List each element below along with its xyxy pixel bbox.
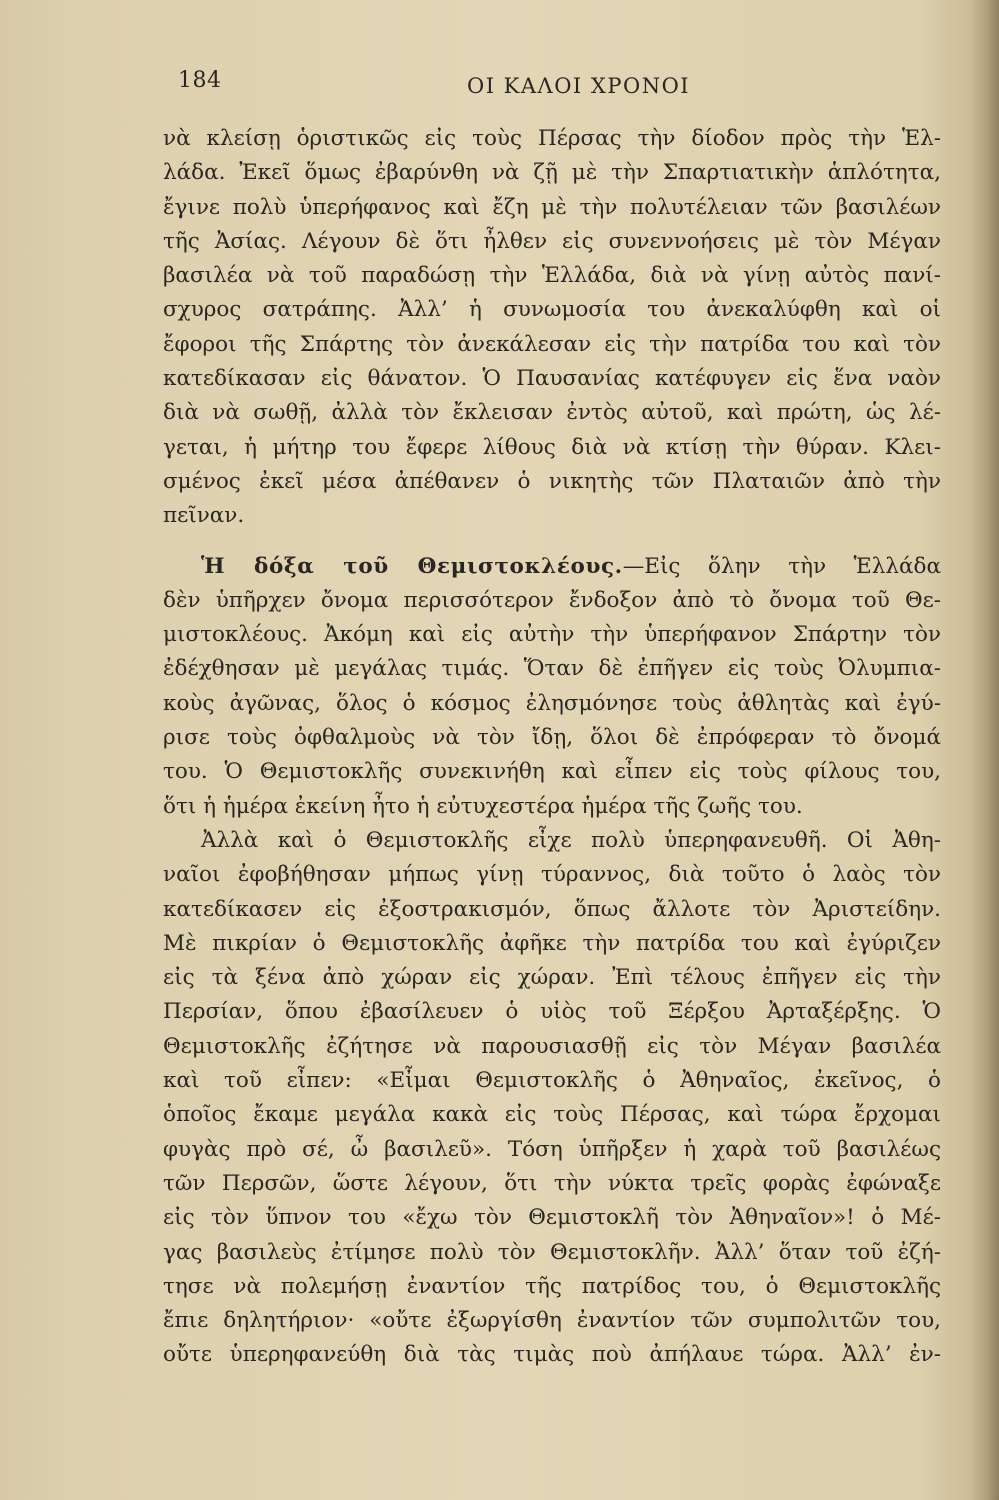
text-line: ἐδέχθησαν μὲ μεγάλας τιμάς. Ὅταν δὲ ἐπῆγεν εἰς τοὺς Ὀλυμπια- [163, 656, 941, 682]
text-line: φυγὰς πρὸ σέ, ὦ βασιλεῦ». Τόση ὑπῆρξεν ἡ χαρὰ τοῦ βασιλέως [163, 1136, 941, 1162]
text-line: τῆς Ἀσίας. Λέγουν δὲ ὅτι ἦλθεν εἰς συνεννοήσεις μὲ τὸν Μέγαν [163, 228, 941, 254]
text-line: σχυρος σατράπης. Ἀλλ’ ἡ συνωμοσία του ἀνεκαλύφθη καὶ οἱ [163, 297, 941, 323]
page-header [0, 68, 999, 108]
text-line: του. Ὁ Θεμιστοκλῆς συνεκινήθη καὶ εἶπεν εἰς τοὺς φίλους του, [163, 759, 941, 785]
section-heading-line [163, 550, 941, 584]
text-line: εἰς τὰ ξένα ἀπὸ χώραν εἰς χώραν. Ἐπὶ τέλους ἐπῆγεν εἰς τὴν [163, 965, 941, 991]
text-line: καὶ τοῦ εἶπεν: «Εἶμαι Θεμιστοκλῆς ὁ Ἀθηναῖος, ἐκεῖνος, ὁ [163, 1068, 941, 1094]
section-title: Ἡ δόξα τοῦ Θεμιστοκλέους. [201, 553, 623, 579]
text-line: ἔφοροι τῆς Σπάρτης τὸν ἀνεκάλεσαν εἰς τὴν πατρίδα του καὶ τὸν [163, 331, 941, 357]
text-line: διὰ νὰ σωθῇ, ἀλλὰ τὸν ἔκλεισαν ἐντὸς αὐτοῦ, καὶ πρώτη, ὡς λέ- [163, 400, 941, 426]
text-line: οὔτε ὑπερηφανεύθη διὰ τὰς τιμὰς ποὺ ἀπήλαυε τώρα. Ἀλλ’ ἐν- [163, 1342, 941, 1368]
text-line: γας βασιλεὺς ἐτίμησε πολὺ τὸν Θεμιστοκλῆν. Ἀλλ’ ὅταν τοῦ ἐζή- [163, 1239, 941, 1265]
text-line: νὰ κλείσῃ ὁριστικῶς εἰς τοὺς Πέρσας τὴν δίοδον πρὸς τὴν Ἑλ- [163, 126, 941, 151]
paragraph-pausanias [163, 122, 941, 534]
text-line: ἔγινε πολὺ ὑπερήφανος καὶ ἔζη μὲ τὴν πολυτέλειαν τῶν βασιλέων [163, 194, 941, 220]
text-line: κατεδίκασεν εἰς ἐξοστρακισμόν, ὅπως ἄλλοτε τὸν Ἀριστείδην. [163, 896, 941, 922]
text-line: ἔπιε δηλητήριον· «οὔτε ἐξωργίσθη ἐναντίον τῶν συμπολιτῶν του, [163, 1308, 941, 1334]
body-text [163, 122, 941, 1373]
text-line: πεῖναν. [163, 503, 245, 529]
page-number: 184 [178, 68, 222, 93]
section-title-continuation: —Εἰς ὅλην τὴν Ἑλλάδα [622, 553, 941, 579]
text-line: κοὺς ἀγῶνας, ὅλος ὁ κόσμος ἐλησμόνησε τοὺς ἀθλητὰς καὶ ἐγύ- [163, 690, 941, 716]
text-line: δὲν ὑπῆρχεν ὄνομα περισσότερον ἔνδοξον ἀπὸ τὸ ὄνομα τοῦ Θε- [163, 587, 941, 613]
text-line: Θεμιστοκλῆς ἐζήτησε νὰ παρουσιασθῇ εἰς τὸν Μέγαν βασιλέα [163, 1033, 941, 1059]
text-line: μιστοκλέους. Ἀκόμη καὶ εἰς αὐτὴν τὴν ὑπερήφανον Σπάρτην τὸν [163, 622, 941, 648]
text-line: λάδα. Ἐκεῖ ὅμως ἐβαρύνθη νὰ ζῇ μὲ τὴν Σπαρτιατικὴν ἁπλότητα, [163, 160, 941, 186]
text-line: κατεδίκασαν εἰς θάνατον. Ὁ Παυσανίας κατέφυγεν εἰς ἕνα ναὸν [163, 366, 941, 392]
running-title: ΟΙ ΚΑΛΟΙ ΧΡΟΝΟΙ [467, 74, 691, 98]
text-line: βασιλέα νὰ τοῦ παραδώσῃ τὴν Ἑλλάδα, διὰ νὰ γίνῃ αὐτὸς πανί- [163, 263, 941, 289]
page-edge-shadow [971, 0, 999, 1500]
section-gap [163, 534, 941, 550]
text-line: γεται, ἡ μήτηρ του ἔφερε λίθους διὰ νὰ κτίσῃ τὴν θύραν. Κλει- [163, 434, 941, 460]
text-line: εἰς τὸν ὕπνον του «ἔχω τὸν Θεμιστοκλῆ τὸν Ἀθηναῖον»! ὁ Μέ- [163, 1205, 941, 1231]
text-line: ὅτι ἡ ἡμέρα ἐκείνη ἦτο ἡ εὐτυχεστέρα ἡμέρα τῆς ζωῆς του. [163, 793, 803, 819]
section-themistocles-glory [163, 550, 941, 824]
text-line: ναῖοι ἐφοβήθησαν μήπως γίνῃ τύραννος, διὰ τοῦτο ὁ λαὸς τὸν [163, 862, 941, 888]
text-line: ρισε τοὺς ὀφθαλμοὺς νὰ τὸν ἴδῃ, ὅλοι δὲ ἐπρόφεραν τὸ ὄνομά [163, 725, 941, 751]
text-line: Περσίαν, ὅπου ἐβασίλευεν ὁ υἱὸς τοῦ Ξέρξου Ἀρταξέρξης. Ὁ [163, 999, 941, 1025]
text-line: τησε νὰ πολεμήσῃ ἐναντίον τῆς πατρίδος του, ὁ Θεμιστοκλῆς [163, 1273, 941, 1299]
text-line: Ἀλλὰ καὶ ὁ Θεμιστοκλῆς εἶχε πολὺ ὑπερηφανευθῆ. Οἱ Ἀθη- [201, 827, 941, 853]
text-line: ὁποῖος ἔκαμε μεγάλα κακὰ εἰς τοὺς Πέρσας, καὶ τώρα ἔρχομαι [163, 1102, 941, 1128]
text-line: τῶν Περσῶν, ὥστε λέγουν, ὅτι τὴν νύκτα τρεῖς φορὰς ἐφώναξε [163, 1170, 941, 1196]
text-line: Μὲ πικρίαν ὁ Θεμιστοκλῆς ἀφῆκε τὴν πατρίδα του καὶ ἐγύριζεν [163, 930, 941, 956]
paragraph-ostracism [163, 824, 941, 1373]
text-line: σμένος ἐκεῖ μέσα ἀπέθανεν ὁ νικητὴς τῶν Πλαταιῶν ἀπὸ τὴν [163, 468, 941, 494]
